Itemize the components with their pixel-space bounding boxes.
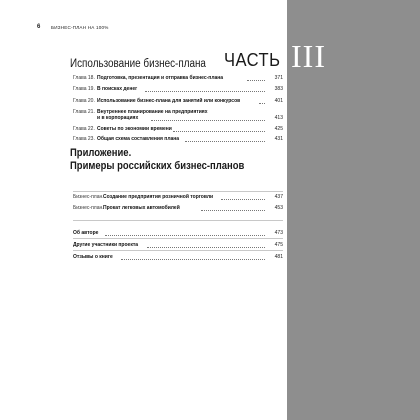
toc-page-number: 475 [274,242,283,248]
toc-chapter-title-line2: и в корпорациях [97,115,139,121]
toc-page-number: 453 [274,205,283,211]
appendix-bottom-rule [73,220,283,221]
toc-leader-dots [173,130,265,132]
toc-chapter-title-line1: Внутреннее планирование на предприятиях [97,109,208,115]
toc-page-number: 383 [274,86,283,92]
toc-page-number: 401 [274,98,283,104]
toc-back-title: Отзывы о книге [73,254,113,260]
toc-page-number: 425 [274,126,283,132]
toc-leader-dots [121,258,265,260]
part-word: ЧАСТЬ [224,50,281,70]
appendix-title-line1: Приложение. [70,147,132,159]
back-matter-rule [73,238,283,239]
toc-page-number: 437 [274,194,283,200]
toc-appendix-title: Прокат легковых автомобилей [103,205,180,211]
toc-leader-dots [201,209,265,211]
toc-leader-dots [151,119,265,121]
appendix-top-rule [73,191,283,192]
part-number: III [291,38,326,74]
toc-page-number: 481 [274,254,283,260]
toc-leader-dots [147,246,265,248]
toc-back-title: Об авторе [73,230,99,236]
toc-leader-dots [247,79,265,81]
appendix-title [70,147,244,172]
toc-leader-dots [185,140,265,142]
toc-leader-dots [259,102,265,104]
toc-leader-dots [145,90,265,92]
toc-leader-dots [105,234,265,236]
toc-chapter-label: Глава 20. [73,98,95,104]
toc-appendix-label: Бизнес-план. [73,194,104,200]
toc-chapter-title: Общая схема составления плана [97,136,180,142]
toc-chapter-label: Глава 22. [73,126,95,132]
part-title: Использование бизнес-плана [70,58,206,70]
toc-entry-chapter-21[interactable] [73,109,283,123]
toc-chapter-title: В поисках денег [97,86,138,92]
toc-page-number: 371 [274,75,283,81]
back-matter-rule [73,250,283,251]
appendix-title-line2: Примеры российских бизнес-планов [70,159,245,172]
toc-chapter-title: Подготовка, презентация и отправка бизнес-плана [97,75,224,81]
toc-chapter-label: Глава 19. [73,86,95,92]
toc-leader-dots [221,198,265,200]
running-head: БИЗНЕС-ПЛАН НА 100% [51,25,109,30]
toc-page-number: 431 [274,136,283,142]
toc-chapter-label: Глава 21. [73,109,95,115]
toc-back-title: Другие участники проекта [73,242,139,248]
toc-appendix-label: Бизнес-план. [73,205,104,211]
toc-page-number: 413 [274,115,283,121]
toc-page-number: 473 [274,230,283,236]
toc-chapter-title: Использование бизнес-плана для занятий или конкурсов [97,98,241,104]
page-number: 6 [37,24,41,30]
toc-chapter-label: Глава 23. [73,136,95,142]
toc-appendix-title: Создание предприятия розничной торговли [103,194,214,200]
toc-chapter-title: Советы по экономии времени [97,126,172,132]
toc-chapter-label: Глава 18. [73,75,95,81]
